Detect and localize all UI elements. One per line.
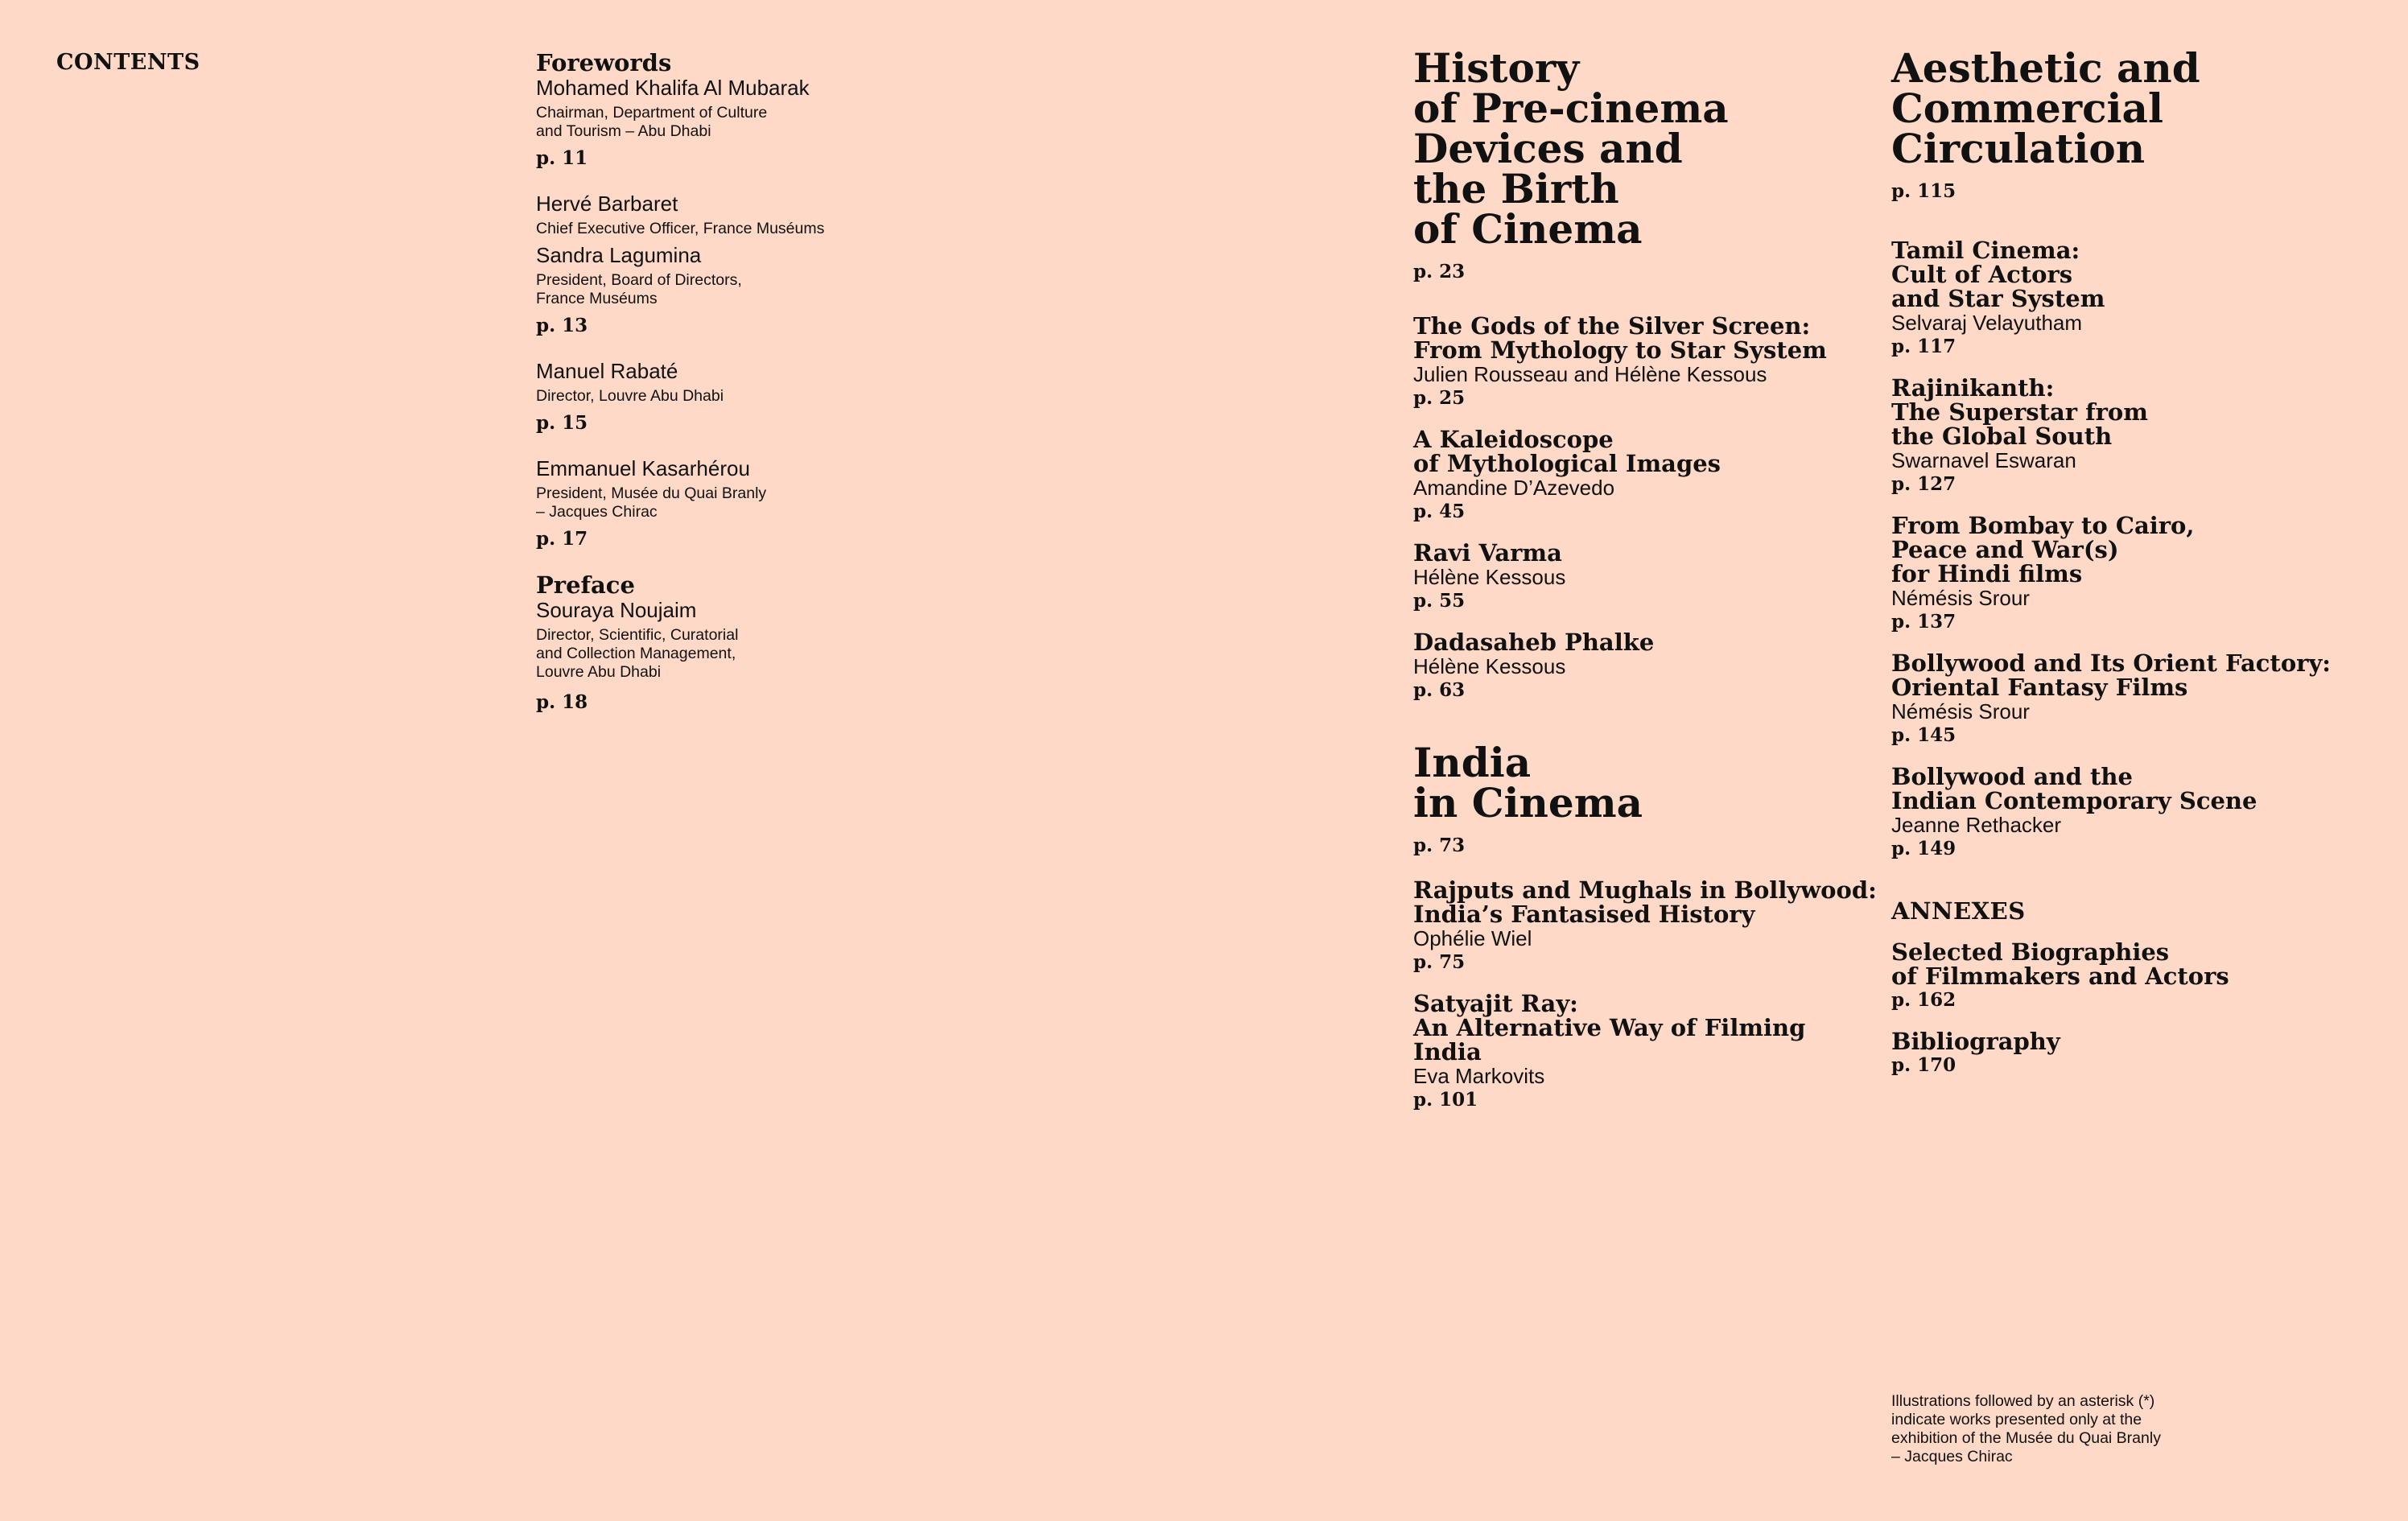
foreword-entry: [536, 359, 1019, 435]
toc-entry: [1413, 991, 1880, 1112]
foreword-entry: [536, 192, 1019, 238]
foreword-name: Sandra Lagumina: [536, 243, 702, 267]
foreword-entry: [536, 243, 1019, 337]
foreword-page: p. 11: [536, 147, 588, 169]
entry-page: p. 25: [1413, 387, 1466, 409]
entry-page: p. 63: [1413, 679, 1466, 701]
forewords-heading: Forewords: [536, 49, 672, 76]
preface-entry: [536, 598, 1019, 714]
footnote: Illustrations followed by an asterisk (*) indicate works presented only at the exhibition of the Musée du Quai Branly – Jacques Chirac: [1891, 1392, 2161, 1465]
entry-page: p. 45: [1413, 501, 1466, 522]
section-page: p. 23: [1413, 261, 1466, 282]
toc-entry: [1891, 651, 2374, 748]
toc-column-left: [1413, 44, 1880, 1129]
foreword-name: Mohamed Khalifa Al Mubarak: [536, 76, 810, 100]
forewords-column: [536, 50, 1019, 736]
entry-page: p. 117: [1891, 336, 1956, 357]
toc-entry: [1891, 1029, 2374, 1078]
toc-column-right: [1891, 44, 2374, 1094]
foreword-role: Director, Louvre Abu Dhabi: [536, 387, 724, 405]
foreword-role: Chairman, Department of Culture and Tourism – Abu Dhabi: [536, 104, 768, 140]
entry-page: p. 149: [1891, 838, 1956, 859]
entry-page: p. 170: [1891, 1054, 1956, 1076]
entry-page: p. 127: [1891, 473, 1956, 495]
toc-entry: [1891, 376, 2374, 497]
entry-title: Rajinikanth: The Superstar from the Global South: [1891, 374, 2148, 450]
foreword-name: Manuel Rabaté: [536, 359, 678, 383]
foreword-role: President, Board of Directors, France Muséums: [536, 271, 742, 307]
preface-role: Director, Scientific, Curatorial and Collection Management, Louvre Abu Dhabi: [536, 626, 739, 681]
entry-page: p. 137: [1891, 611, 1956, 633]
section-page: p. 73: [1413, 835, 1466, 856]
entry-author: Julien Rousseau and Hélène Kessous: [1413, 362, 1767, 386]
entry-title: Selected Biographies of Filmmakers and Actors: [1891, 938, 2229, 990]
section-title-india: India in Cinema: [1413, 739, 1643, 826]
entry-author: Amandine D’Azevedo: [1413, 476, 1615, 500]
entry-author: Ophélie Wiel: [1413, 926, 1532, 950]
toc-entry: [1891, 940, 2374, 1012]
contents-label: CONTENTS: [56, 50, 200, 75]
entry-title: A Kaleidoscope of Mythological Images: [1413, 426, 1721, 477]
entry-author: Némésis Srour: [1891, 699, 2030, 723]
entry-title: Rajputs and Mughals in Bollywood: India’s Fantasised History: [1413, 876, 1877, 928]
foreword-page: p. 17: [536, 528, 588, 550]
entry-title: Dadasaheb Phalke: [1413, 629, 1655, 656]
section-title-history: History of Pre-cinema Devices and the Birth of Cinema: [1413, 44, 1729, 253]
annexes-heading: ANNEXES: [1891, 897, 2026, 925]
foreword-name: Emmanuel Kasarhérou: [536, 456, 750, 480]
entry-page: p. 162: [1891, 989, 1956, 1011]
section-page: p. 115: [1891, 180, 1956, 202]
entry-title: The Gods of the Silver Screen: From Mythology to Star System: [1413, 312, 1827, 364]
toc-entry: [1891, 238, 2374, 359]
preface-page: p. 18: [536, 691, 588, 713]
entry-title: From Bombay to Cairo, Peace and War(s) for Hindi films: [1891, 512, 2195, 587]
toc-entry: [1891, 765, 2374, 861]
preface-heading: Preface: [536, 571, 635, 599]
foreword-role: Chief Executive Officer, France Muséums: [536, 220, 825, 237]
section-title-aesthetic: Aesthetic and Commercial Circulation: [1891, 44, 2200, 172]
foreword-name: Hervé Barbaret: [536, 192, 678, 216]
foreword-entry: [536, 76, 1019, 170]
entry-page: p. 55: [1413, 590, 1466, 612]
toc-entry: [1413, 630, 1880, 703]
entry-author: Swarnavel Eswaran: [1891, 448, 2076, 472]
entry-author: Selvaraj Velayutham: [1891, 311, 2083, 335]
entry-title: Satyajit Ray: An Alternative Way of Filming India: [1413, 990, 1806, 1066]
entry-author: Némésis Srour: [1891, 586, 2030, 610]
toc-entry: [1413, 427, 1880, 524]
toc-entry: [1413, 314, 1880, 410]
entry-title: Bollywood and Its Orient Factory: Oriental Fantasy Films: [1891, 649, 2332, 701]
preface-name: Souraya Noujaim: [536, 598, 697, 622]
toc-entry: [1413, 541, 1880, 613]
entry-title: Tamil Cinema: Cult of Actors and Star System: [1891, 237, 2105, 312]
toc-entry: [1413, 878, 1880, 975]
foreword-role: President, Musée du Quai Branly – Jacques Chirac: [536, 484, 767, 521]
entry-author: Jeanne Rethacker: [1891, 813, 2062, 837]
entry-author: Hélène Kessous: [1413, 654, 1566, 678]
toc-entry: [1891, 513, 2374, 634]
entry-title: Bibliography: [1891, 1028, 2060, 1055]
entry-page: p. 101: [1413, 1089, 1478, 1111]
entry-page: p. 145: [1891, 724, 1956, 746]
foreword-page: p. 13: [536, 315, 588, 336]
entry-title: Bollywood and the Indian Contemporary Scene: [1891, 763, 2258, 814]
entry-title: Ravi Varma: [1413, 539, 1562, 567]
foreword-entry: [536, 456, 1019, 550]
entry-page: p. 75: [1413, 951, 1466, 973]
entry-author: Hélène Kessous: [1413, 565, 1566, 589]
foreword-page: p. 15: [536, 412, 588, 434]
entry-author: Eva Markovits: [1413, 1064, 1545, 1088]
